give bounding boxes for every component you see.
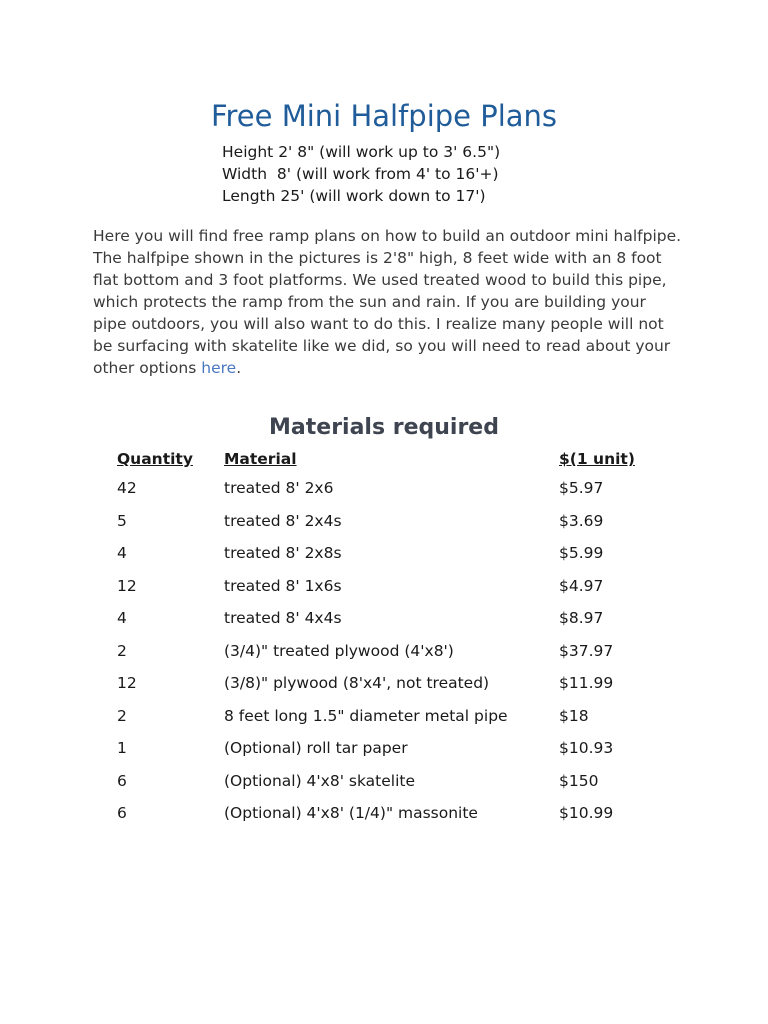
table-row (117, 765, 669, 798)
intro-end: . (236, 359, 242, 377)
header-material: Material (224, 450, 297, 468)
spec-value: 8' (will work from 4' to 16'+) (276, 165, 499, 183)
cell-material: treated 8' 2x4s (224, 511, 342, 530)
cell-price: $37.97 (559, 641, 614, 660)
cell-price: $11.99 (559, 674, 614, 693)
table-row (117, 472, 669, 505)
table-row (117, 700, 669, 733)
cell-material: (3/8)" plywood (8'x4', not treated) (224, 674, 490, 693)
spec-value: 2' 8" (will work up to 3' 6.5") (278, 143, 501, 161)
cell-material: treated 8' 1x6s (224, 576, 342, 595)
cell-material: treated 8' 4x4s (224, 609, 342, 628)
spec-height (222, 141, 500, 163)
cell-material: treated 8' 2x8s (224, 544, 342, 563)
cell-price: $150 (559, 771, 599, 790)
spec-label: Length (222, 187, 276, 205)
cell-quantity: 4 (117, 544, 127, 563)
header-price: $(1 unit) (559, 450, 635, 468)
table-row (117, 570, 669, 603)
cell-quantity: 2 (117, 641, 127, 660)
spec-width (222, 163, 500, 185)
table-header-row (117, 446, 669, 472)
cell-price: $3.69 (559, 511, 604, 530)
cell-quantity: 12 (117, 576, 137, 595)
table-row (117, 505, 669, 538)
intro-paragraph (93, 225, 683, 379)
cell-quantity: 5 (117, 511, 127, 530)
table-row (117, 667, 669, 700)
cell-price: $8.97 (559, 609, 604, 628)
cell-material: (3/4)" treated plywood (4'x8') (224, 641, 454, 660)
options-link[interactable]: here (201, 359, 237, 377)
table-row (117, 797, 669, 830)
materials-table (117, 446, 669, 830)
cell-price: $5.99 (559, 544, 604, 563)
cell-quantity: 6 (117, 804, 127, 823)
page-title: Free Mini Halfpipe Plans (210, 99, 558, 133)
cell-quantity: 1 (117, 739, 127, 758)
cell-price: $18 (559, 706, 589, 725)
cell-price: $4.97 (559, 576, 604, 595)
spec-length (222, 185, 500, 207)
header-quantity: Quantity (117, 450, 193, 468)
cell-quantity: 2 (117, 706, 127, 725)
spec-label: Width (222, 165, 272, 183)
spec-label: Height (222, 143, 274, 161)
cell-material: (Optional) 4'x8' skatelite (224, 771, 416, 790)
spec-list (222, 141, 500, 207)
cell-material: treated 8' 2x6 (224, 479, 334, 498)
table-row (117, 602, 669, 635)
table-row (117, 537, 669, 570)
cell-quantity: 4 (117, 609, 127, 628)
cell-quantity: 12 (117, 674, 137, 693)
table-row (117, 732, 669, 765)
cell-price: $5.97 (559, 479, 604, 498)
cell-price: $10.93 (559, 739, 614, 758)
cell-material: (Optional) 4'x8' (1/4)" massonite (224, 804, 478, 823)
spec-value: 25' (will work down to 17') (280, 187, 486, 205)
cell-quantity: 42 (117, 479, 137, 498)
intro-text: Here you will find free ramp plans on how to build an outdoor mini halfpipe. The halfpipe shown in the pictures is 2'8" high, 8 feet wide with an 8 foot flat bottom and 3 foot platforms. We used treated wood to build this pipe, which protects the ramp from the sun and rain. If you are building your pipe outdoors, you will also want to do this. I realize many people will not be surfacing with skatelite like we did, so you will need to read about your other options (93, 227, 682, 377)
cell-material: 8 feet long 1.5" diameter metal pipe (224, 706, 508, 725)
cell-price: $10.99 (559, 804, 614, 823)
table-row (117, 635, 669, 668)
materials-heading: Materials required (269, 415, 499, 440)
cell-quantity: 6 (117, 771, 127, 790)
cell-material: (Optional) roll tar paper (224, 739, 408, 758)
